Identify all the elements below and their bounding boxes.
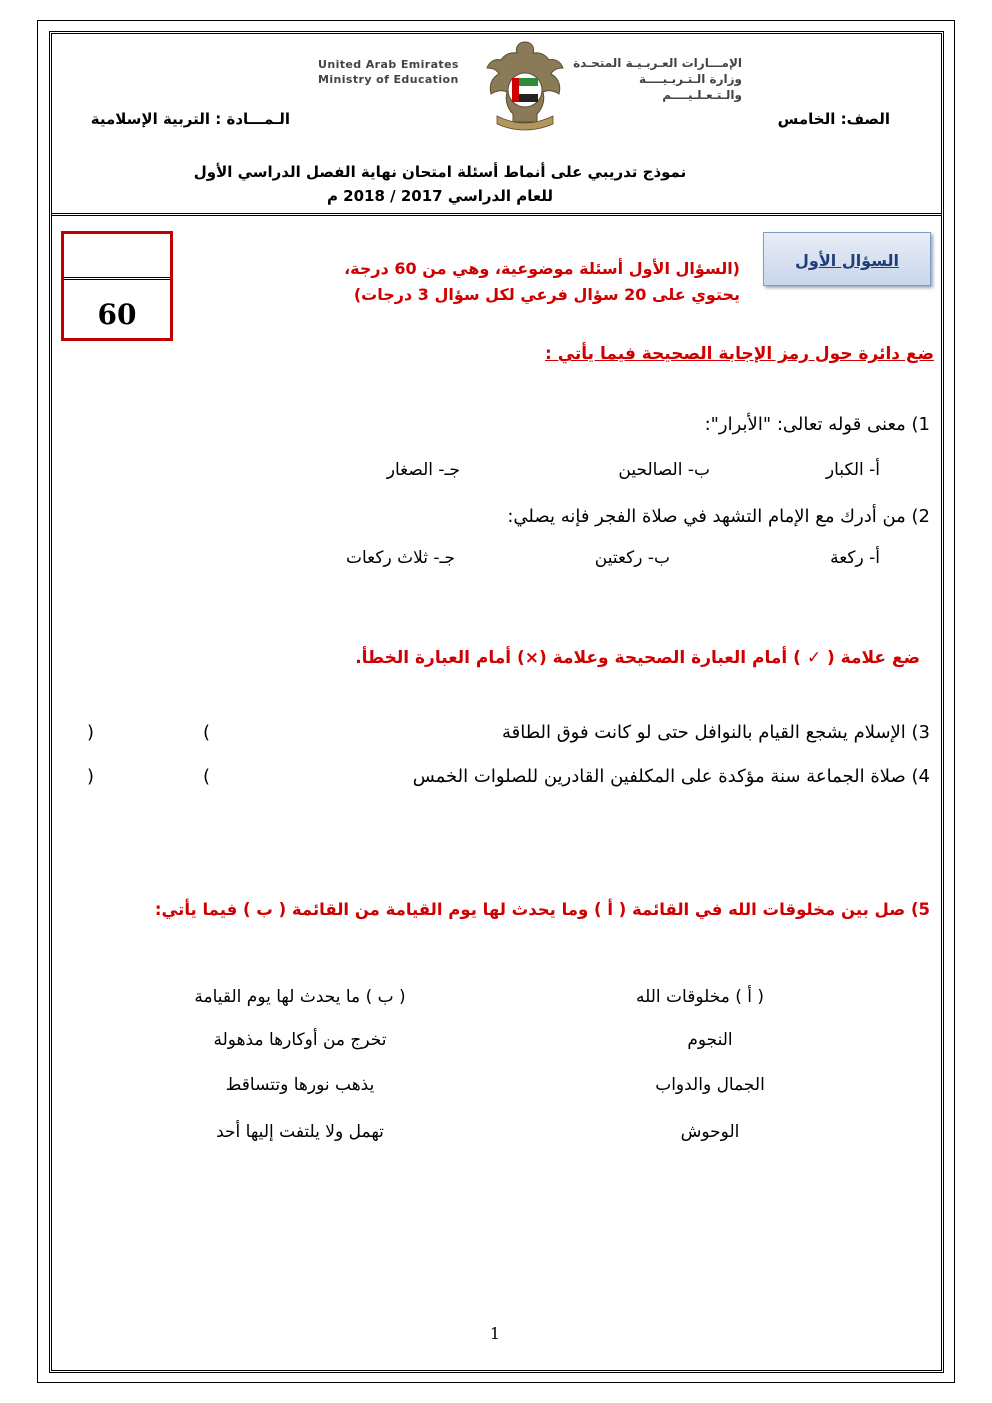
section-intro bbox=[300, 256, 740, 308]
question-4: 4) صلاة الجماعة سنة مؤكدة على المكلفين القادرين للصلوات الخمس bbox=[412, 766, 930, 787]
q4-paren-close: ) bbox=[87, 766, 95, 787]
q1-option-c[interactable]: جـ- الصغار bbox=[386, 460, 460, 480]
q2-option-c[interactable]: جـ- ثلاث ركعات bbox=[346, 548, 455, 568]
match-a-item-1[interactable]: النجوم bbox=[687, 1030, 733, 1050]
logo-en-line1: United Arab Emirates bbox=[318, 58, 459, 71]
q2-option-b[interactable]: ب- ركعتين bbox=[594, 548, 670, 568]
match-col-a-header: ( أ ) مخلوقات الله bbox=[635, 987, 765, 1007]
logo-en-line2: Ministry of Education bbox=[318, 73, 459, 86]
question-1: 1) معنى قوله تعالى: "الأبرار": bbox=[704, 414, 930, 435]
q1-option-b[interactable]: ب- الصالحين bbox=[618, 460, 710, 480]
total-score: 60 bbox=[97, 298, 137, 331]
q4-paren-open: ( bbox=[203, 766, 211, 787]
score-box-divider bbox=[64, 277, 170, 280]
match-b-item-2[interactable]: يذهب نورها وتتساقط bbox=[225, 1075, 375, 1095]
q3-answer-slot[interactable] bbox=[105, 722, 200, 746]
score-box bbox=[61, 231, 173, 341]
match-b-item-3[interactable]: تهمل ولا يلتفت إليها أحد bbox=[216, 1122, 384, 1142]
logo-ar-line2: وزارة الـتـربـيــــة والـتـعـلـيــــم bbox=[638, 72, 742, 102]
intro-line2: يحتوي على 20 سؤال فرعي لكل سؤال 3 درجات) bbox=[353, 285, 740, 304]
subject-field: الـمـــادة : التربية الإسلامية bbox=[90, 110, 290, 128]
q2-option-a[interactable]: أ- ركعة bbox=[830, 548, 880, 568]
match-a-item-2[interactable]: الجمال والدواب bbox=[655, 1075, 765, 1095]
exam-title: نموذج تدريبي على أنماط أسئلة امتحان نهاية الفصل الدراسي الأول bbox=[193, 163, 687, 181]
question-3: 3) الإسلام يشجع القيام بالنوافل حتى لو كانت فوق الطاقة bbox=[501, 722, 930, 743]
uae-emblem-icon bbox=[483, 38, 567, 132]
section-label-q1 bbox=[763, 232, 931, 286]
logo-ar-line1: الإمـــارات العـربـيـة المتحـدة bbox=[573, 56, 742, 70]
page-number: 1 bbox=[489, 1324, 501, 1343]
header-divider bbox=[52, 213, 941, 216]
academic-year: للعام الدراسي 2017 / 2018 م bbox=[326, 187, 554, 205]
instruction-circle: ضع دائرة حول رمز الإجابة الصحيحة فيما يأتي : bbox=[544, 344, 934, 364]
q3-paren-close: ) bbox=[87, 722, 95, 743]
q3-paren-open: ( bbox=[203, 722, 211, 743]
instruction-matching: 5) صل بين مخلوقات الله في القائمة ( أ ) وما يحدث لها يوم القيامة من القائمة ( ب ) فيما يأتي: bbox=[154, 900, 930, 919]
q1-option-a[interactable]: أ- الكبار bbox=[825, 460, 880, 480]
grade-field: الصف: الخامس bbox=[777, 110, 890, 128]
match-a-item-3[interactable]: الوحوش bbox=[680, 1122, 740, 1142]
question-2: 2) من أدرك مع الإمام التشهد في صلاة الفجر فإنه يصلي: bbox=[507, 506, 930, 527]
ministry-logo-arabic bbox=[572, 55, 742, 103]
q4-answer-slot[interactable] bbox=[105, 766, 200, 790]
ministry-logo-english bbox=[318, 57, 468, 87]
section-label-text: السؤال الأول bbox=[795, 251, 899, 270]
match-col-b-header: ( ب ) ما يحدث لها يوم القيامة bbox=[194, 987, 406, 1007]
intro-line1: (السؤال الأول أسئلة موضوعية، وهي من 60 درجة، bbox=[344, 259, 740, 278]
match-b-item-1[interactable]: تخرج من أوكارها مذهولة bbox=[213, 1030, 387, 1050]
instruction-true-false: ضع علامة ( ✓ ) أمام العبارة الصحيحة وعلامة (×) أمام العبارة الخطأ. bbox=[355, 648, 920, 668]
